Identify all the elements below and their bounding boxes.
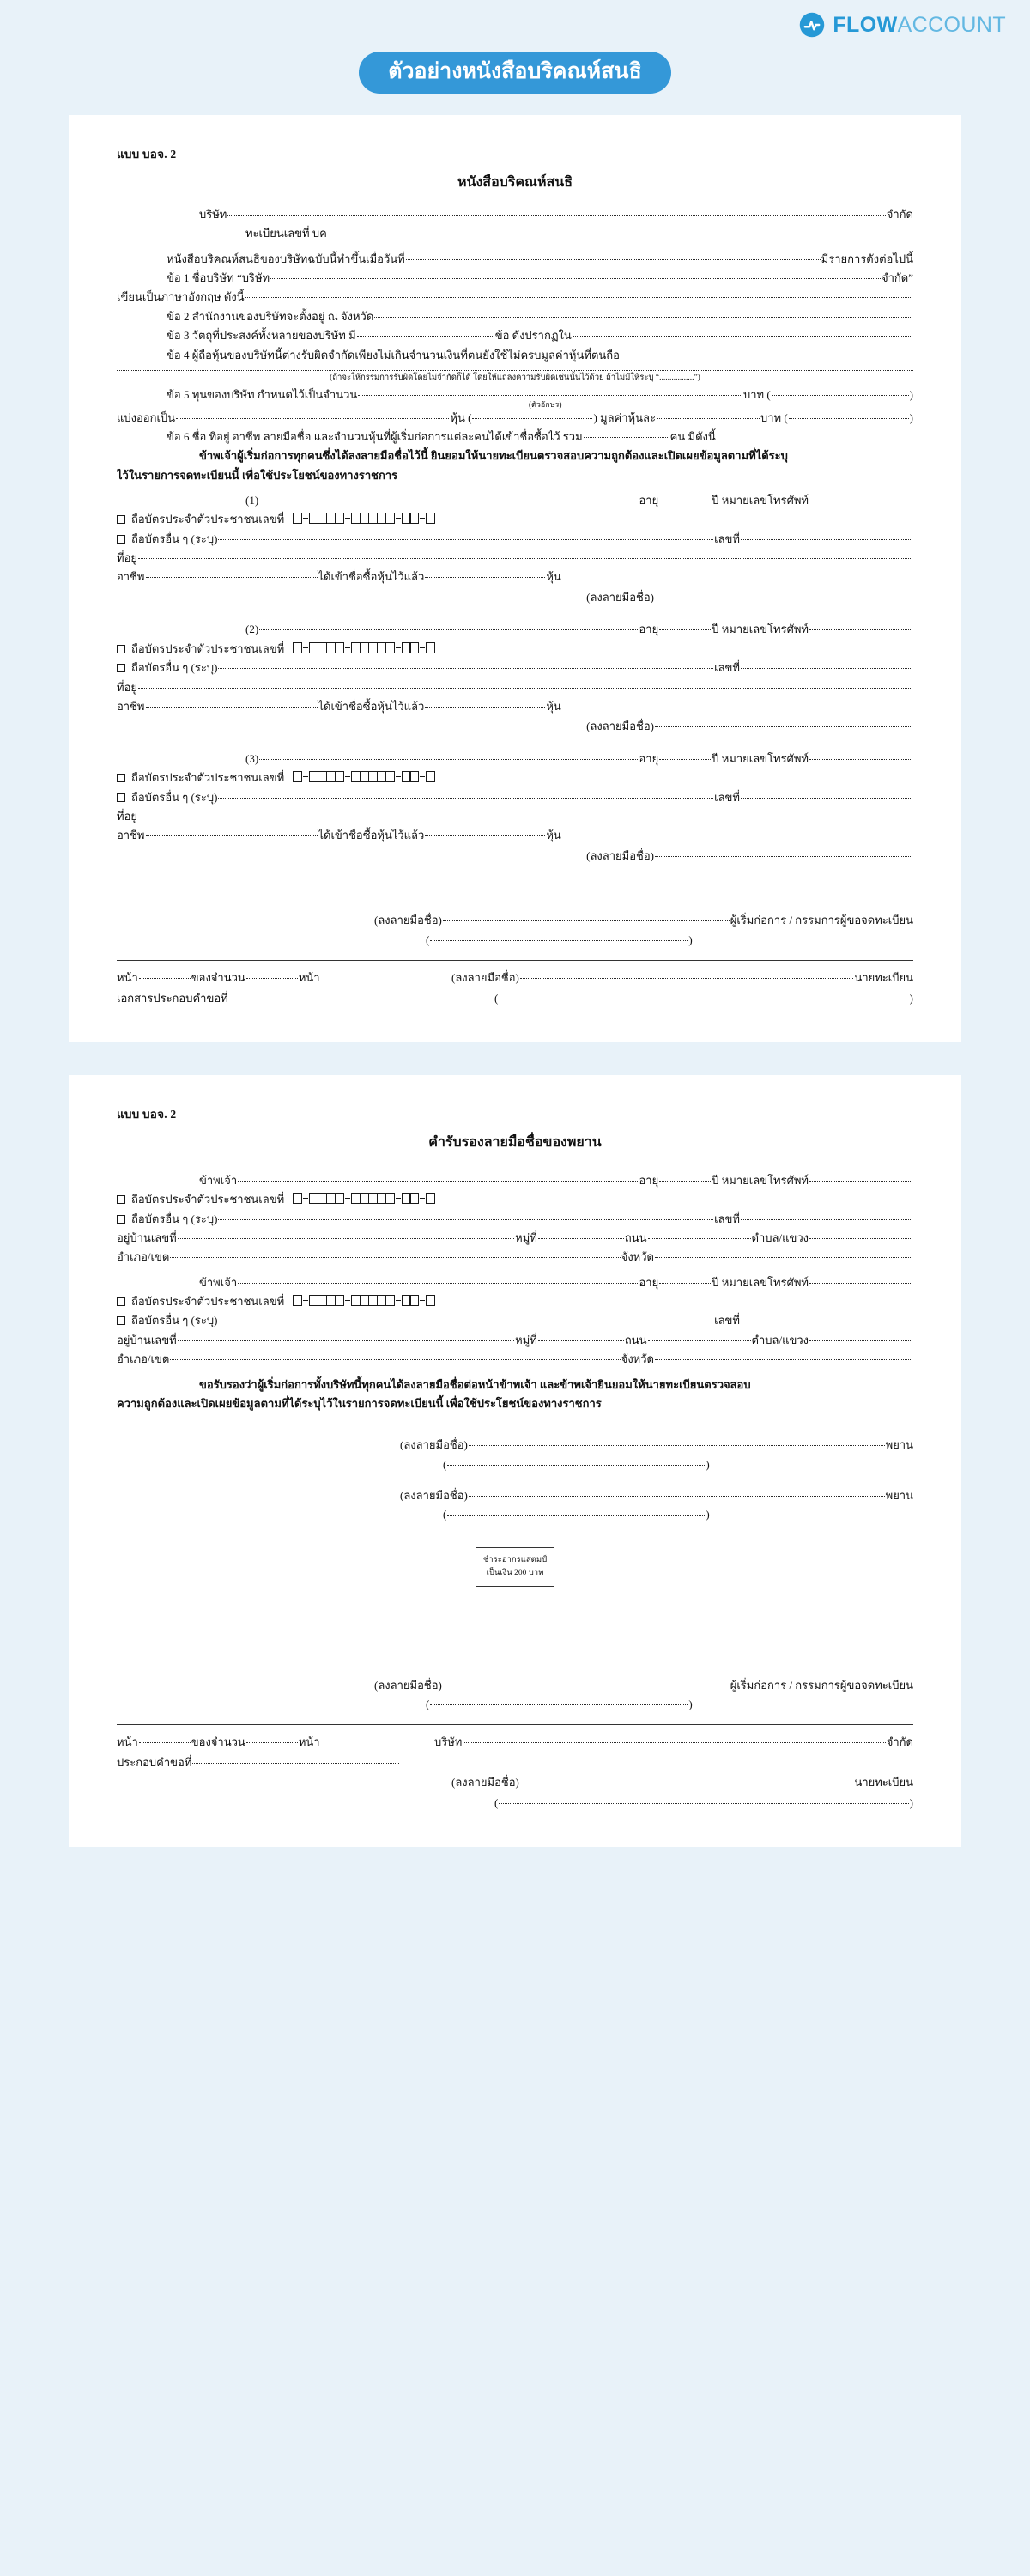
page-2-registrar-name-field[interactable] bbox=[499, 1803, 908, 1804]
subscriber-1-occupation-label: อาชีพ bbox=[117, 570, 145, 584]
page-1-registrar-name-paren-close: ) bbox=[909, 991, 913, 1005]
witness-2-name-paren-close: ) bbox=[706, 1508, 710, 1522]
witness-2-other-card-label: ถือบัตรอื่น ๆ (ระบุ) bbox=[131, 1314, 218, 1327]
clause-4-note: (ถ้าจะให้กรรมการรับผิดโดยไม่จำกัดก็ได้ โดยให้แถลงความรับผิดเช่นนั้นไว้ด้วย ถ้าไม่มีให้ระบุ “.................”) bbox=[330, 373, 700, 382]
page-2-footer-company-label: บริษัท bbox=[434, 1735, 463, 1749]
subscriber-2-phone-label: ปี หมายเลขโทรศัพท์ bbox=[712, 623, 809, 636]
witness-2-signature-field[interactable] bbox=[469, 1496, 885, 1497]
witness-2-signature-role: พยาน bbox=[885, 1488, 913, 1502]
clause-6-count-field[interactable] bbox=[584, 437, 670, 438]
witness-2-name-paren-open: ( bbox=[443, 1508, 447, 1522]
subscriber-3-address-label: ที่อยู่ bbox=[117, 810, 137, 823]
subscriber-3-id-number-boxes[interactable] bbox=[293, 771, 435, 782]
witness-1-self-label: ข้าพเจ้า bbox=[199, 1173, 238, 1187]
page-2-registrar-name-paren-open: ( bbox=[494, 1795, 499, 1809]
brand-name-bold: FLOW bbox=[833, 12, 898, 37]
page-2-form-code: แบบ บอจ. 2 bbox=[117, 1107, 177, 1121]
clause-1b-label: เขียนเป็นภาษาอังกฤษ ดังนี้ bbox=[117, 290, 245, 304]
declaration-line-2: ไว้ในรายการจดทะเบียนนี้ เพื่อใช้ประโยชน์ของทางราชการ bbox=[117, 468, 398, 482]
witness-1-province-label: จังหวัด bbox=[621, 1250, 654, 1264]
subscriber-1-id-number-boxes[interactable] bbox=[293, 513, 435, 524]
page-1-registrar-name-paren-open: ( bbox=[494, 991, 499, 1005]
subscriber-2-phone-field[interactable] bbox=[809, 629, 912, 630]
witness-1-age-field[interactable] bbox=[659, 1181, 711, 1182]
witness-2-other-card-checkbox[interactable] bbox=[117, 1316, 125, 1325]
subscriber-1-age-label: อายุ bbox=[639, 493, 659, 507]
company-name-label: บริษัท bbox=[199, 208, 227, 221]
witness-2-name-field[interactable] bbox=[238, 1283, 638, 1284]
subscriber-1-other-card-checkbox[interactable] bbox=[117, 535, 125, 544]
subscriber-1-card-no-field[interactable] bbox=[741, 539, 912, 540]
page-1-final-signature-label: (ลงลายมือชื่อ) bbox=[374, 914, 442, 927]
page-2-attachment-label: ประกอบคำขอที่ bbox=[117, 1755, 192, 1769]
subscriber-2-id-card-label: ถือบัตรประจำตัวประชาชนเลขที่ bbox=[131, 641, 285, 655]
subscriber-3-age-field[interactable] bbox=[659, 759, 711, 760]
subscriber-3-signature-label: (ลงลายมือชื่อ) bbox=[586, 848, 654, 862]
witness-1-phone-field[interactable] bbox=[809, 1181, 912, 1182]
page-1-footer-divider bbox=[117, 960, 913, 961]
subscriber-3-shares-label: ได้เข้าชื่อซื้อหุ้นไว้แล้ว bbox=[318, 829, 425, 842]
page-1-registrar-signature-label: (ลงลายมือชื่อ) bbox=[451, 971, 519, 985]
page-2-footer-company-field[interactable] bbox=[463, 1742, 885, 1743]
page-2-registrar-signature-label: (ลงลายมือชื่อ) bbox=[451, 1776, 519, 1789]
clause-3-field[interactable] bbox=[357, 336, 494, 337]
witness-2-province-field[interactable] bbox=[655, 1359, 912, 1360]
witness-1-other-card-label: ถือบัตรอื่น ๆ (ระบุ) bbox=[131, 1212, 218, 1225]
page-2-footer-company-suffix: จำกัด bbox=[886, 1735, 913, 1749]
witness-1-road-field[interactable] bbox=[648, 1238, 751, 1239]
page-1-final-name-paren-open: ( bbox=[426, 933, 430, 946]
clause-3-field-2[interactable] bbox=[573, 336, 912, 337]
witness-2-moo-field[interactable] bbox=[538, 1340, 624, 1341]
subscriber-2-card-no-field[interactable] bbox=[741, 668, 912, 669]
subscriber-1-address-label: ที่อยู่ bbox=[117, 551, 137, 565]
flowaccount-mark-icon bbox=[799, 12, 825, 38]
stamp-duty-line-1: ชำระอากรแสตมป์ bbox=[482, 1556, 548, 1565]
subscriber-block-2 bbox=[117, 620, 913, 737]
clause-5-caption: (ตัวอักษร) bbox=[529, 399, 562, 409]
page-2-footer-of-label: ของจำนวน bbox=[191, 1735, 245, 1749]
witness-2-id-card-checkbox[interactable] bbox=[117, 1297, 125, 1306]
witness-1-printed-name-field[interactable] bbox=[447, 1465, 705, 1466]
subscriber-2-name-field[interactable] bbox=[259, 629, 638, 630]
page-1-registrar-role: นายทะเบียน bbox=[854, 971, 913, 985]
page-1-footer-pages-label: หน้า bbox=[298, 971, 320, 985]
subscriber-1-shares-label: ได้เข้าชื่อซื้อหุ้นไว้แล้ว bbox=[318, 570, 425, 584]
document-page-1 bbox=[69, 115, 961, 1042]
witness-1-subdistrict-field[interactable] bbox=[809, 1238, 912, 1239]
subscriber-1-id-card-label: ถือบัตรประจำตัวประชาชนเลขที่ bbox=[131, 513, 285, 526]
page-2-title: คำรับรองลายมือชื่อของพยาน bbox=[428, 1134, 602, 1150]
subscriber-2-shares-label: ได้เข้าชื่อซื้อหุ้นไว้แล้ว bbox=[318, 699, 425, 713]
page-1-title: หนังสือบริคณห์สนธิ bbox=[457, 175, 573, 190]
brand-wordmark bbox=[833, 12, 1006, 37]
witness-2-signature-label: (ลงลายมือชื่อ) bbox=[400, 1488, 468, 1502]
witness-2-house-label: อยู่บ้านเลขที่ bbox=[117, 1333, 177, 1346]
clause-5b-par-value-field[interactable] bbox=[657, 418, 760, 419]
witness-2-phone-label: ปี หมายเลขโทรศัพท์ bbox=[712, 1275, 809, 1289]
clause-5b-shares-field[interactable] bbox=[176, 418, 449, 419]
subscriber-2-number: (2) bbox=[245, 623, 259, 636]
clause-5b-shares-words-field[interactable] bbox=[472, 418, 592, 419]
subscriber-2-occupation-field[interactable] bbox=[146, 707, 318, 708]
witness-2-self-label: ข้าพเจ้า bbox=[199, 1275, 238, 1289]
witness-2-district-label: อำเภอ/เขต bbox=[117, 1352, 170, 1366]
witness-1-house-label: อยู่บ้านเลขที่ bbox=[117, 1231, 177, 1244]
page-2-final-name-paren-close: ) bbox=[688, 1698, 693, 1711]
subscriber-1-other-card-field[interactable] bbox=[218, 539, 713, 540]
page-1-final-signature-role: ผู้เริ่มก่อการ / กรรมการผู้ขอจดทะเบียน bbox=[730, 914, 913, 927]
page-2-footer-divider bbox=[117, 1724, 913, 1725]
witness-2-house-field[interactable] bbox=[178, 1340, 514, 1341]
witness-1-subdistrict-label: ตำบล/แขวง bbox=[751, 1231, 809, 1244]
stamp-duty-box bbox=[476, 1547, 554, 1587]
page-1-footer-total-field[interactable] bbox=[246, 978, 298, 979]
clause-5-close: ) bbox=[909, 388, 913, 402]
subscriber-3-shares-field[interactable] bbox=[425, 835, 545, 836]
witness-1-card-no-field[interactable] bbox=[741, 1219, 912, 1220]
clause-5b-unit: บาท ( bbox=[760, 410, 788, 424]
clause-3-label: ข้อ 3 วัตถุที่ประสงค์ทั้งหลายของบริษัท มี bbox=[167, 329, 356, 343]
subscriber-3-id-card-checkbox[interactable] bbox=[117, 774, 125, 782]
subscriber-2-other-card-checkbox[interactable] bbox=[117, 664, 125, 672]
clause-4-label: ข้อ 4 ผู้ถือหุ้นของบริษัทนี้ต่างรับผิดจำกัดเพียงไม่เกินจำนวนเงินที่ตนยังใช้ไม่ครบมูลค่าหุ้นที่ตนถือ bbox=[167, 348, 620, 361]
clause-1-label: ข้อ 1 ชื่อบริษัท “บริษัท bbox=[167, 271, 270, 285]
certification-line-2: ความถูกต้องและเปิดเผยข้อมูลตามที่ได้ระบุไว้ในรายการจดทะเบียนนี้ เพื่อใช้ประโยชน์ของทางราชการ bbox=[117, 1396, 602, 1410]
witness-1-id-card-label: ถือบัตรประจำตัวประชาชนเลขที่ bbox=[131, 1193, 285, 1206]
subscriber-3-phone-label: ปี หมายเลขโทรศัพท์ bbox=[712, 751, 809, 765]
witness-1-house-field[interactable] bbox=[178, 1238, 514, 1239]
page-2-footer-pages-label: หน้า bbox=[298, 1735, 320, 1749]
clause-1-field[interactable] bbox=[270, 278, 881, 279]
page-2-final-signature-label: (ลงลายมือชื่อ) bbox=[374, 1678, 442, 1692]
witness-1-id-card-checkbox[interactable] bbox=[117, 1195, 125, 1204]
subscriber-3-signature-field[interactable] bbox=[655, 856, 912, 857]
subscriber-3-other-card-checkbox[interactable] bbox=[117, 793, 125, 802]
witness-2-phone-field[interactable] bbox=[809, 1283, 912, 1284]
clause-5b-close-2: ) bbox=[909, 410, 913, 424]
witness-1-phone-label: ปี หมายเลขโทรศัพท์ bbox=[712, 1173, 809, 1187]
subscriber-2-card-no-label: เลขที่ bbox=[714, 661, 740, 675]
witness-1-other-card-field[interactable] bbox=[218, 1219, 713, 1220]
page-2-final-signature-role: ผู้เริ่มก่อการ / กรรมการผู้ขอจดทะเบียน bbox=[730, 1678, 913, 1692]
stamp-duty-line-2: เป็นเงิน 200 บาท bbox=[486, 1568, 544, 1577]
witness-1-district-field[interactable] bbox=[170, 1257, 620, 1258]
company-name-field[interactable] bbox=[227, 215, 885, 216]
page-1-final-name-paren-close: ) bbox=[688, 933, 693, 946]
subscriber-2-shares-field[interactable] bbox=[425, 707, 545, 708]
clause-2-label: ข้อ 2 สำนักงานของบริษัทจะตั้งอยู่ ณ จังหวัด bbox=[167, 309, 374, 323]
subscriber-1-id-card-checkbox[interactable] bbox=[117, 515, 125, 524]
subscriber-1-shares-unit: หุ้น bbox=[546, 570, 561, 584]
subscriber-3-occupation-field[interactable] bbox=[146, 835, 318, 836]
clause-5-unit: บาท ( bbox=[742, 388, 771, 402]
clause-6-tail: คน มีดังนี้ bbox=[670, 429, 716, 443]
subscriber-block-3 bbox=[117, 750, 913, 866]
subscriber-3-number: (3) bbox=[245, 751, 259, 765]
page-2-registrar-role: นายทะเบียน bbox=[854, 1776, 913, 1789]
memorandum-date-field[interactable] bbox=[406, 259, 821, 260]
subscriber-2-occupation-label: อาชีพ bbox=[117, 699, 145, 713]
clause-1b-field[interactable] bbox=[245, 297, 912, 298]
subscriber-2-age-label: อายุ bbox=[639, 623, 659, 636]
company-suffix: จำกัด bbox=[886, 208, 913, 221]
witness-2-moo-label: หมู่ที่ bbox=[515, 1333, 537, 1346]
subscriber-1-phone-label: ปี หมายเลขโทรศัพท์ bbox=[712, 493, 809, 507]
subscriber-3-occupation-label: อาชีพ bbox=[117, 829, 145, 842]
clause-3-mid: ข้อ ดังปรากฏใน bbox=[494, 329, 572, 343]
clause-2-field[interactable] bbox=[374, 317, 912, 318]
flowaccount-logo bbox=[799, 12, 1006, 38]
witness-1-card-no-label: เลขที่ bbox=[714, 1212, 740, 1225]
brand-name-light: ACCOUNT bbox=[897, 12, 1006, 37]
page-1-footer-page-label: หน้า bbox=[117, 971, 138, 985]
witness-1-district-label: อำเภอ/เขต bbox=[117, 1250, 170, 1264]
clause-1-tail: จำกัด” bbox=[881, 271, 913, 285]
clause-5b-share-unit: หุ้น ( bbox=[450, 410, 472, 424]
subscriber-3-card-no-label: เลขที่ bbox=[714, 790, 740, 804]
witness-block-1 bbox=[117, 1171, 913, 1267]
page-2-final-name-field[interactable] bbox=[430, 1704, 688, 1705]
witness-1-other-card-checkbox[interactable] bbox=[117, 1215, 125, 1224]
witness-2-age-label: อายุ bbox=[639, 1275, 659, 1289]
subscriber-1-occupation-field[interactable] bbox=[146, 577, 318, 578]
page-1-footer-page-field[interactable] bbox=[139, 978, 191, 979]
subscriber-2-other-card-field[interactable] bbox=[218, 668, 713, 669]
page-2-attachment-field[interactable] bbox=[192, 1763, 399, 1764]
subscriber-2-address-field[interactable] bbox=[138, 688, 912, 689]
page-header bbox=[0, 0, 1030, 101]
page-2-footer-page-label: หน้า bbox=[117, 1735, 138, 1749]
page-2-registrar-name-paren-close: ) bbox=[909, 1795, 913, 1809]
subscriber-2-other-card-label: ถือบัตรอื่น ๆ (ระบุ) bbox=[131, 661, 218, 675]
subscriber-3-other-card-field[interactable] bbox=[218, 798, 713, 799]
subscriber-2-id-card-checkbox[interactable] bbox=[117, 645, 125, 653]
subscriber-2-age-field[interactable] bbox=[659, 629, 711, 630]
subscriber-3-shares-unit: หุ้น bbox=[546, 829, 561, 842]
witness-2-subdistrict-field[interactable] bbox=[809, 1340, 912, 1341]
subscriber-1-card-no-label: เลขที่ bbox=[714, 532, 740, 545]
clause-5-amount-field[interactable] bbox=[358, 395, 742, 396]
page-1-final-signature-field[interactable] bbox=[443, 920, 730, 921]
subscriber-2-signature-label: (ลงลายมือชื่อ) bbox=[586, 720, 654, 733]
document-page-2 bbox=[69, 1075, 961, 1847]
witness-2-printed-name-field[interactable] bbox=[447, 1515, 705, 1516]
subscriber-3-id-card-label: ถือบัตรประจำตัวประชาชนเลขที่ bbox=[131, 771, 285, 785]
page-1-attachment-label: เอกสารประกอบคำขอที่ bbox=[117, 991, 228, 1005]
subscriber-1-other-card-label: ถือบัตรอื่น ๆ (ระบุ) bbox=[131, 532, 218, 545]
witness-1-moo-label: หมู่ที่ bbox=[515, 1231, 537, 1244]
memorandum-date-label: หนังสือบริคณห์สนธิของบริษัทฉบับนี้ทำขึ้นเมื่อวันที่ bbox=[167, 252, 405, 265]
page-title-banner: ตัวอย่างหนังสือบริคณห์สนธิ bbox=[359, 52, 671, 94]
witness-2-card-no-label: เลขที่ bbox=[714, 1314, 740, 1327]
clause-5b-close: ) มูลค่าหุ้นละ bbox=[593, 410, 656, 424]
witness-2-age-field[interactable] bbox=[659, 1283, 711, 1284]
witness-1-name-field[interactable] bbox=[238, 1181, 638, 1182]
subscriber-1-shares-field[interactable] bbox=[425, 577, 545, 578]
clause-5b-par-words-field[interactable] bbox=[789, 418, 909, 419]
witness-1-id-number-boxes[interactable] bbox=[293, 1193, 435, 1204]
clause-4-field[interactable] bbox=[117, 370, 913, 371]
subscriber-3-age-label: อายุ bbox=[639, 751, 659, 765]
clause-5b-label: แบ่งออกเป็น bbox=[117, 410, 176, 424]
subscriber-2-shares-unit: หุ้น bbox=[546, 699, 561, 713]
clause-5-amount-words-field[interactable] bbox=[772, 395, 909, 396]
witness-block-2 bbox=[117, 1273, 913, 1370]
page-2-footer-total-field[interactable] bbox=[246, 1742, 298, 1743]
subscriber-2-signature-field[interactable] bbox=[655, 726, 912, 727]
subscriber-3-card-no-field[interactable] bbox=[741, 798, 912, 799]
page-1-footer-of-label: ของจำนวน bbox=[191, 971, 245, 985]
witness-2-subdistrict-label: ตำบล/แขวง bbox=[751, 1333, 809, 1346]
witness-1-signature-label: (ลงลายมือชื่อ) bbox=[400, 1438, 468, 1452]
subscriber-3-other-card-label: ถือบัตรอื่น ๆ (ระบุ) bbox=[131, 790, 218, 804]
clause-6-label: ข้อ 6 ชื่อ ที่อยู่ อาชีพ ลายมือชื่อ และจำนวนหุ้นที่ผู้เริ่มก่อการแต่ละคนได้เข้าชื่อซื้อไว้ รวม bbox=[167, 429, 583, 443]
registration-no-label: ทะเบียนเลขที่ บค bbox=[245, 227, 327, 240]
witness-2-district-field[interactable] bbox=[170, 1359, 620, 1360]
witness-1-province-field[interactable] bbox=[655, 1257, 912, 1258]
clause-5-label: ข้อ 5 ทุนของบริษัท กำหนดไว้เป็นจำนวน bbox=[167, 388, 358, 402]
witness-1-name-paren-open: ( bbox=[443, 1457, 447, 1471]
subscriber-1-address-field[interactable] bbox=[138, 558, 912, 559]
page-2-final-name-paren-open: ( bbox=[426, 1698, 430, 1711]
subscriber-1-number: (1) bbox=[245, 493, 259, 507]
subscriber-2-id-number-boxes[interactable] bbox=[293, 642, 435, 653]
subscriber-3-name-field[interactable] bbox=[259, 759, 638, 760]
subscriber-1-signature-label: (ลงลายมือชื่อ) bbox=[586, 590, 654, 604]
subscriber-block-1 bbox=[117, 491, 913, 608]
witness-2-province-label: จังหวัด bbox=[621, 1352, 654, 1366]
witness-1-signature-field[interactable] bbox=[469, 1445, 885, 1446]
page-1-final-name-field[interactable] bbox=[430, 940, 688, 941]
certification-line-1: ขอรับรองว่าผู้เริ่มก่อการทั้งบริษัทนี้ทุกคนได้ลงลายมือชื่อต่อหน้าข้าพเจ้า และข้าพเจ้ายินยอมให้นายทะเบียนตรวจสอบ bbox=[199, 1377, 751, 1391]
witness-1-name-paren-close: ) bbox=[706, 1457, 710, 1471]
memorandum-intro-tail: มีรายการดังต่อไปนี้ bbox=[821, 252, 913, 265]
page-2-footer-page-field[interactable] bbox=[139, 1742, 191, 1743]
witness-1-signature-role: พยาน bbox=[885, 1438, 913, 1452]
witness-2-id-card-label: ถือบัตรประจำตัวประชาชนเลขที่ bbox=[131, 1295, 285, 1309]
form-code: แบบ บอจ. 2 bbox=[117, 148, 177, 161]
witness-1-age-label: อายุ bbox=[639, 1173, 659, 1187]
page-1-registrar-signature-field[interactable] bbox=[520, 978, 854, 979]
subscriber-3-phone-field[interactable] bbox=[809, 759, 912, 760]
witness-2-road-label: ถนน bbox=[624, 1333, 647, 1346]
witness-1-road-label: ถนน bbox=[624, 1231, 647, 1244]
witness-1-moo-field[interactable] bbox=[538, 1238, 624, 1239]
declaration-line-1: ข้าพเจ้าผู้เริ่มก่อการทุกคนซึ่งได้ลงลายมือชื่อไว้นี้ ยินยอมให้นายทะเบียนตรวจสอบความถูกต้องและเปิดเผยข้อมูลตามที่ได้ระบุ bbox=[199, 449, 788, 463]
witness-2-id-number-boxes[interactable] bbox=[293, 1295, 435, 1306]
witness-2-road-field[interactable] bbox=[648, 1340, 751, 1341]
subscriber-2-address-label: ที่อยู่ bbox=[117, 680, 137, 694]
